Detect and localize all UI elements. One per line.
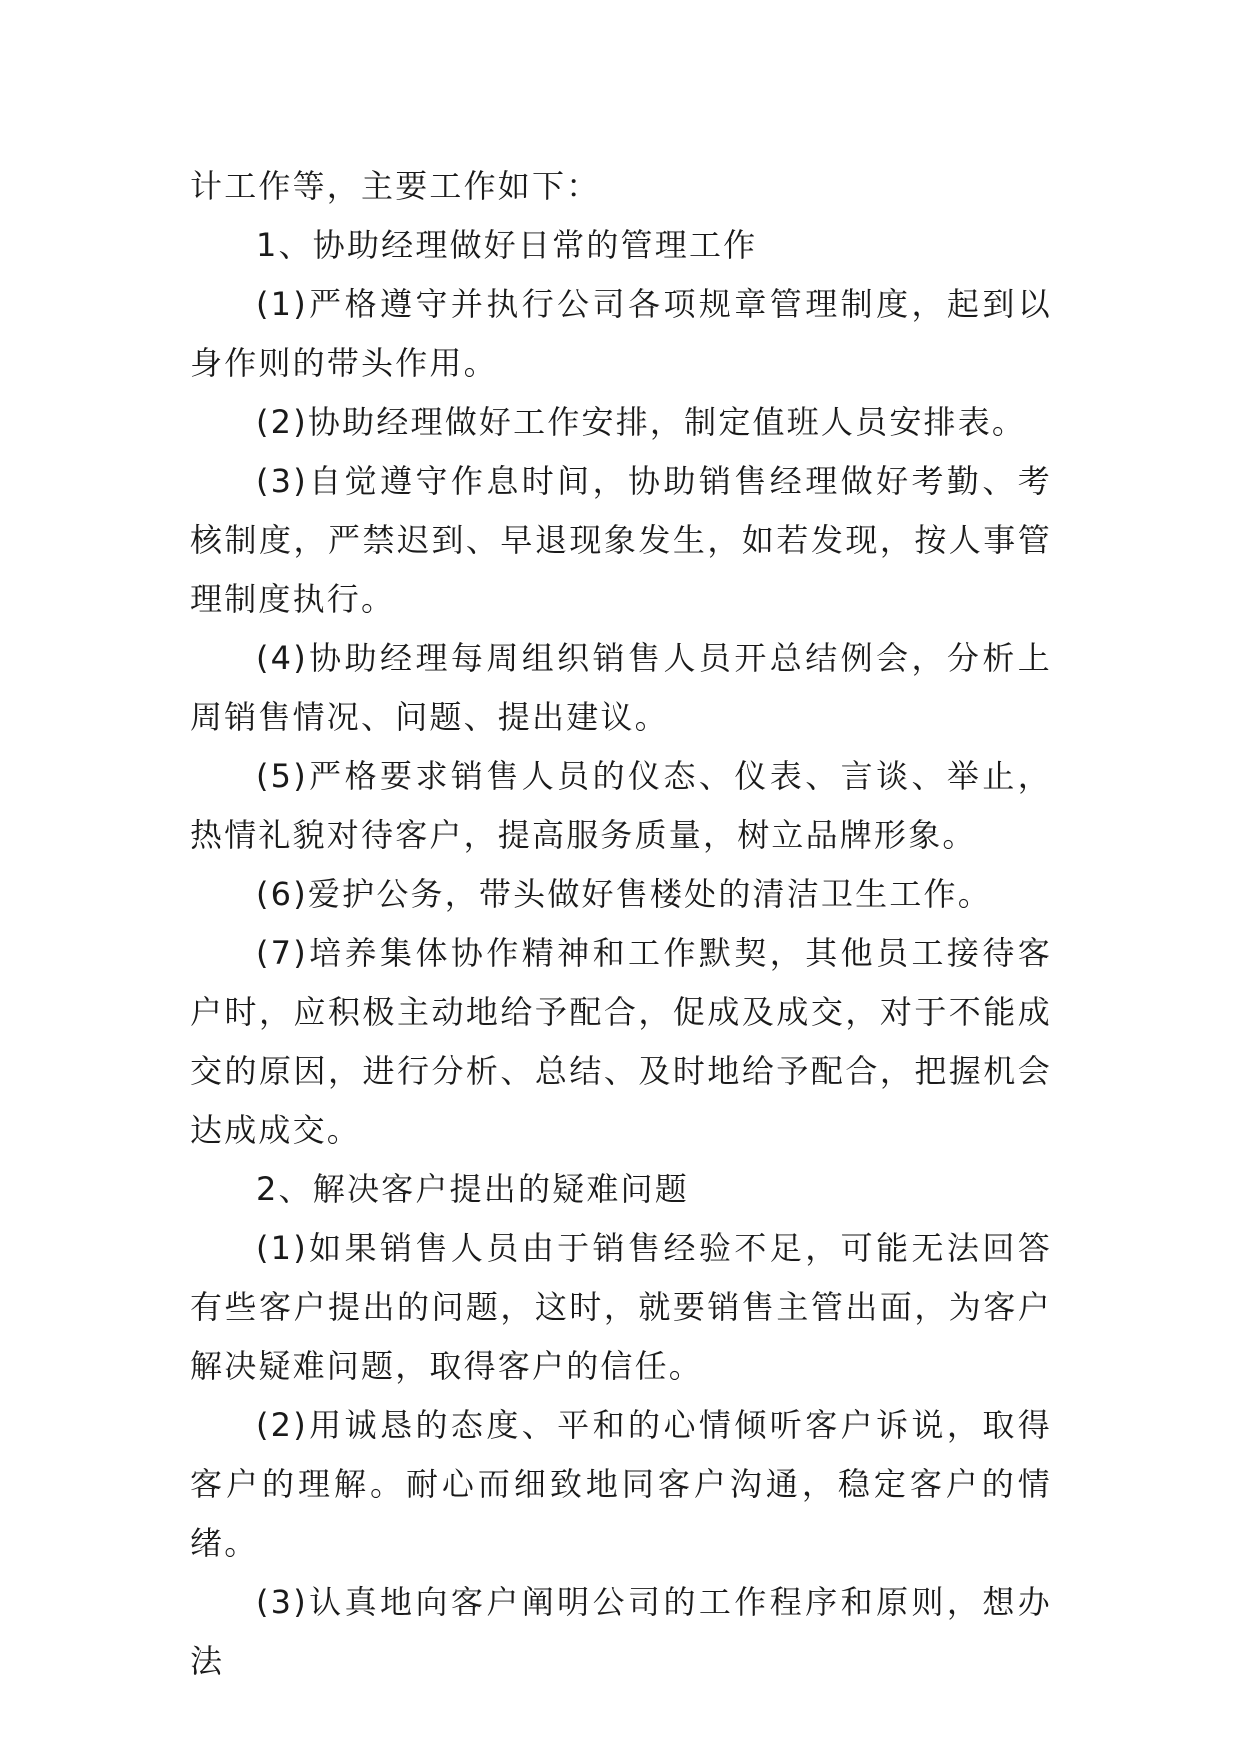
document-body	[190, 157, 1052, 1691]
list-item-1-2: (2)协助经理做好工作安排，制定值班人员安排表。	[256, 403, 1027, 441]
section-heading-1: 1、协助经理做好日常的管理工作	[256, 226, 758, 264]
list-item-2-1: (1)如果销售人员由于销售经验不足，可能无法回答有些客户提出的问题，这时，就要销售主管出面，为客户解决疑难问题，取得客户的信任。	[190, 1229, 1052, 1385]
list-item-1-6: (6)爱护公务，带头做好售楼处的清洁卫生工作。	[256, 875, 992, 913]
list-item-2-3: (3)认真地向客户阐明公司的工作程序和原则，想办法	[190, 1583, 1052, 1680]
list-item-1-7: (7)培养集体协作精神和工作默契，其他员工接待客户时，应积极主动地给予配合，促成及成交，对于不能成交的原因，进行分析、总结、及时地给予配合，把握机会达成成交。	[190, 934, 1052, 1149]
list-item-1-1: (1)严格遵守并执行公司各项规章管理制度，起到以身作则的带头作用。	[190, 285, 1052, 382]
paragraph-intro-continuation: 计工作等，主要工作如下：	[190, 167, 601, 205]
list-item-2-2: (2)用诚恳的态度、平和的心情倾听客户诉说，取得客户的理解。耐心而细致地同客户沟通，稳定客户的情绪。	[190, 1406, 1052, 1562]
section-heading-2: 2、解决客户提出的疑难问题	[256, 1170, 689, 1208]
list-item-1-3: (3)自觉遵守作息时间，协助销售经理做好考勤、考核制度，严禁迟到、早退现象发生，如若发现，按人事管理制度执行。	[190, 462, 1052, 618]
list-item-1-5: (5)严格要求销售人员的仪态、仪表、言谈、举止，热情礼貌对待客户，提高服务质量，树立品牌形象。	[190, 757, 1052, 854]
list-item-1-4: (4)协助经理每周组织销售人员开总结例会，分析上周销售情况、问题、提出建议。	[190, 639, 1052, 736]
